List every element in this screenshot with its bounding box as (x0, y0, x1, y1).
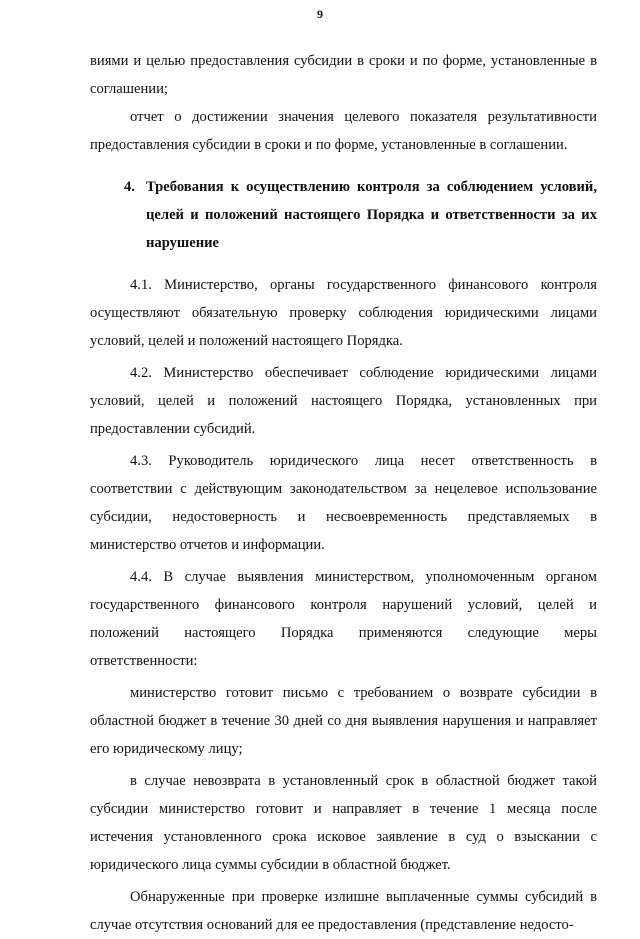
document-body (90, 47, 597, 939)
paragraph-report: отчет о достижении значения целевого показателя результативности предоставления субсидии в сроки и по форме, установленные в соглашении. (90, 109, 597, 153)
paragraph-measure-1: министерство готовит письмо с требованием о возврате субсидии в областной бюджет в течение 30 дней со дня выявления нарушения и направляет его юридическому лицу; (90, 685, 597, 757)
page-number: 9 (317, 7, 323, 21)
paragraph-overpaid: Обнаруженные при проверке излишне выплаченные суммы субсидий в случае отсутствия оснований для ее предоставления (представление недосто- (90, 889, 597, 933)
paragraph-continuation: виями и целью предоставления субсидии в сроки и по форме, установленные в соглашении; (90, 53, 597, 97)
paragraph-measure-2: в случае невозврата в установленный срок в областной бюджет такой субсидии министерство готовит и направляет в течение 1 месяца после истечения установленного срока исковое заявление в суд о взыскании с юридического лица суммы субсидии в областной бюджет. (90, 773, 597, 873)
paragraph-4-3: 4.3. Руководитель юридического лица несет ответственность в соответствии с действующим законодательством за нецелевое использование субсидии, недостоверность и несвоевременность представляемых в министерство отчетов и информации. (90, 453, 597, 553)
section-title: Требования к осуществлению контроля за соблюдением условий, целей и положений настоящего Порядка и ответственности за их нарушение (146, 179, 597, 251)
paragraph-4-2: 4.2. Министерство обеспечивает соблюдение юридическими лицами условий, целей и положений настоящего Порядка, установленных при предоставлении субсидий. (90, 365, 597, 437)
paragraph-4-1: 4.1. Министерство, органы государственного финансового контроля осуществляют обязательную проверку соблюдения юридическими лицами условий, целей и положений настоящего Порядка. (90, 277, 597, 349)
paragraph-4-4: 4.4. В случае выявления министерством, уполномоченным органом государственного финансового контроля нарушений условий, целей и положений настоящего Порядка применяются следующие меры ответственности: (90, 569, 597, 669)
section-number: 4. (124, 179, 135, 195)
section-heading (106, 173, 597, 257)
